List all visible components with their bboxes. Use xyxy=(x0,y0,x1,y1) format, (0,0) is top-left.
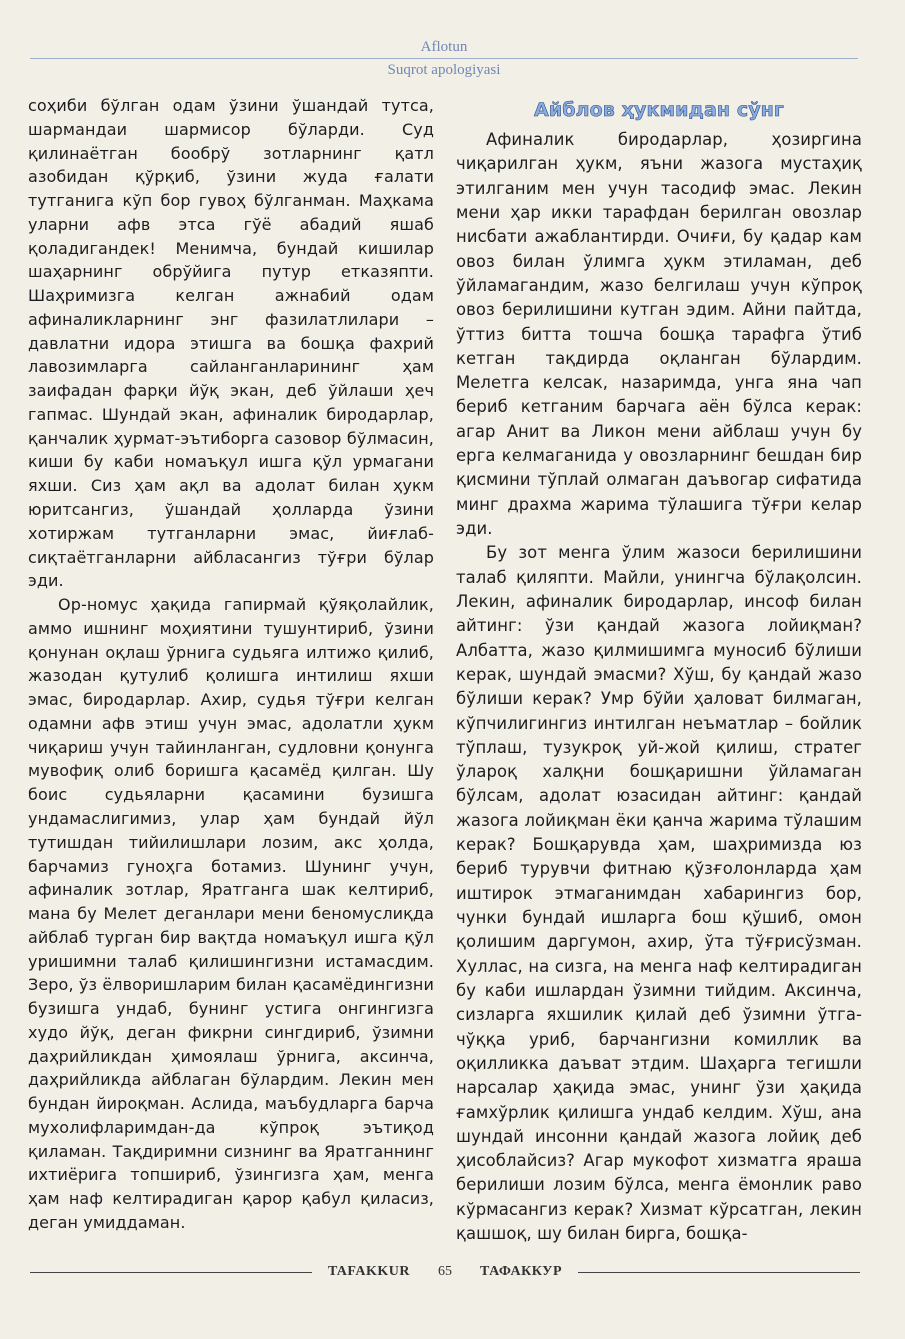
paragraph: Ор-номус ҳақида гапирмай қўяқолайлик, аммо ишнинг моҳиятини тушунтириб, ўзини қонунан оқлаш ўрнига судьяга илтижо қилиб, жазодан қутулиб қолишга интилиш яхши эмас, биродарлар. Ахир, судья тўғри келган одамни афв этиш учун эмас, адолатли ҳукм чиқариш учун тайинланган, судловни қонунга мувофиқ олиб боришга қасамёд қилган. Шу боис судьяларни қасамини бузишга ундамаслигимиз, улар ҳам бундай йўл тутишдан тийилишлари лозим, акс ҳолда, барчамиз гуноҳга ботамиз. Шунинг учун, афиналик зотлар, Яратганга шак келтириб, мана бу Мелет деганлари мени беномуслиқда айблаб турган бир вақтда номаъқул ишга қўл уришимни талаб қилишингизни истамасдим. Зеро, ўз ёлворишларим билан қасамёдингизни бузишга ундаб, бунинг устига онгингизга худо йўқ, деган фикрни сингдириб, ўзимни даҳрийликдан ҳимоялаш ўрнига, аксинча, даҳрийликда айблаган бўлардим. Лекин мен бундан йироқман. Аслида, маъбудларга барча мухолифларимдан-да кўпроқ эътиқод қиламан. Тақдиримни сизнинг ва Яратганнинг ихтиёрига топшириб, ўзингизга ҳам, менга ҳам наф келтирадиган қарор қабул қиласиз, деган умиддаман. xyxy=(28,595,434,1232)
header-author: Aflotun xyxy=(420,39,468,55)
section-heading: Айблов ҳукмидан сўнг xyxy=(534,99,784,121)
right-column xyxy=(456,94,862,1246)
footer-rule-left xyxy=(30,1272,312,1273)
paragraph: соҳиби бўлган одам ўзини ўшандай тутса, шармандаи шармисор бўларди. Суд қилинаётган бообрў зотларнинг қатл азобидан қўрқиб, ўзини жуда ғалати тутганига кўп бор гувоҳ бўлганман. Маҳкама уларни афв этса гўё абадий яшаб қоладигандек! Менимча, бундай кишилар шаҳарнинг обрўйига путур етказяпти. Шаҳримизга келган ажнабий одам афиналикларнинг энг фазилатлилари – давлатни идора этишга ва бошқа фахрий лавозимларга сайланганларининг ҳам заифадан фарқи йўқ экан, деб ўйлаши ҳеч гапмас. Шундай экан, афиналик биродарлар, қанчалик ҳурмат-эътиборга сазовор бўлмасин, киши бу каби номаъқул ишга қўл урмагани яхши. Сиз ҳам ақл ва адолат билан ҳукм юритсангиз, ўшандай ҳолларда ўзини хотиржам тутганларни эмас, йиғлаб-сиқтаётганларни айбласангиз тўғри бўлар эди. xyxy=(28,96,434,591)
paragraph: Афиналик биродарлар, ҳозиргина чиқарилган ҳукм, яъни жазога мустаҳиқ этилганим мен учун тасодиф эмас. Лекин мени ҳар икки тарафдан берилган овозлар нисбати ажаблантирди. Очиғи, бу қадар кам овоз билан ўлимга ҳукм этиламан, деб ўйламагандим, жазо белгилаш учун кўпроқ овоз берилишини кутган эдим. Айни пайтда, ўттиз битта тошча бошқа тарафга ўтиб кетган тақдирда оқланган бўлардим. Мелетга келсак, назаримда, унга яна чап бериб кетганим барчага аён бўлса керак: агар Анит ва Ликон мени айблаш учун бу ерга келмаганида у овозларнинг бешдан бир қисмини тўплай олмаган даъвогар сифатида минг драхма жарима тўлашига тўғри келар эди. xyxy=(456,130,862,538)
running-head xyxy=(30,38,858,79)
page-footer xyxy=(30,1262,860,1282)
footer-magazine-latin: TAFAKKUR xyxy=(327,1264,411,1279)
paragraph: Бу зот менга ўлим жазоси берилишини талаб қиляпти. Майли, унингча бўлақолсин. Лекин, афиналик биродарлар, инсоф билан айтинг: ўзи қандай жазога лойиқман? Албатта, жазо қилмишимга муносиб бўлиши керак, шундай эмасми? Хўш, бу қандай жазо бўлиши керак? Умр бўйи ҳаловат билмаган, кўпчилигингиз интилган неъматлар – бойлик тўплаш, тузукроқ уй-жой қилиш, стратег ўлароқ халқни бошқаришни ўйламаган бўлсам, адолат юзасидан айтинг: қандай жазога лойиқман ёки қанча жарима тўлашим керак? Бошқарувда ҳам, шаҳримизда юз бериб турувчи фитнаю қўзғолонларда ҳам иштирок этмаганимдан хабарингиз бор, чунки бундай ишларга бош қўшиб, омон қолишим даргумон, ахир, ўта тўғрисўзман. Хуллас, на сизга, на менга наф келтирадиган бу каби ишлардан ўзимни тийдим. Аксинча, сизларга яхшилик қилай деб ўзимни ўтга-чўққа уриб, барчангизни комиллик ва оқилликка даъват этдим. Шаҳарга тегишли нарсалар ҳақида эмас, унинг ўзи ҳақида ғамхўрлик қилишга ундаб келдим. Хўш, ана шундай инсонни қандай жазога лойиқ деб ҳисоблайсиз? Агар мукофот хизматга яраша берилиши лозим бўлса, менга ёмонлик раво кўрмасангиз керак? Хизмат кўрсатган, лекин қашшоқ, шу билан бирга, бошқа- xyxy=(456,543,862,1244)
header-rule xyxy=(30,58,858,59)
left-column xyxy=(28,94,434,1235)
header-work-title: Suqrot apologiyasi xyxy=(387,62,501,78)
footer-magazine-cyrillic: ТАФАККУР xyxy=(480,1264,563,1279)
footer-rule-right xyxy=(578,1272,860,1273)
page-number: 65 xyxy=(438,1264,453,1279)
